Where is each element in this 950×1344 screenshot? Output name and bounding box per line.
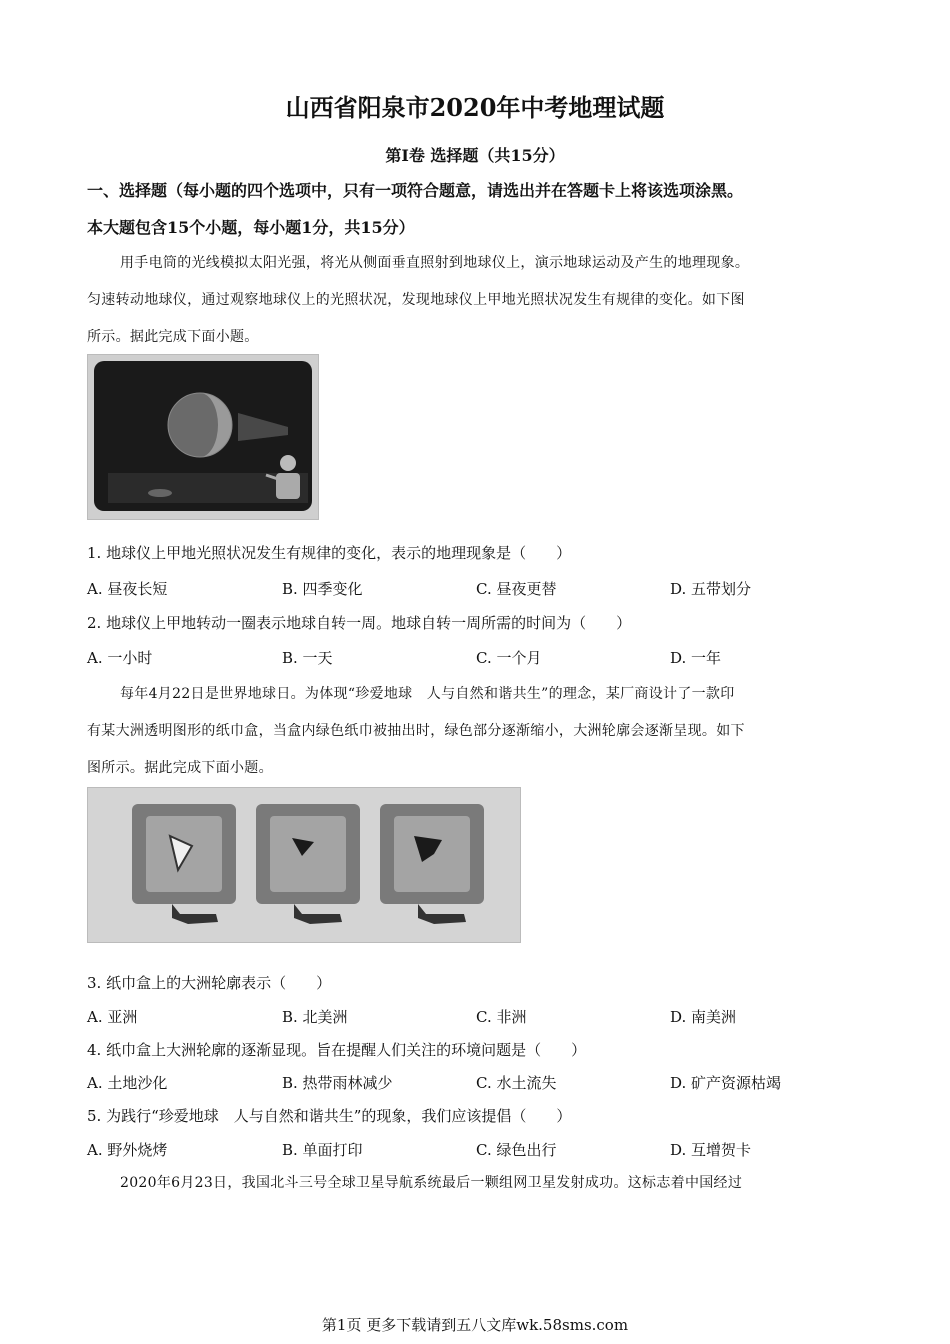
question-5-option-c: C. 绿色出行 — [476, 1141, 557, 1159]
question-3-option-a: A. 亚洲 — [87, 1008, 138, 1026]
passage3-line-1: 2020年6月23日，我国北斗三号全球卫星导航系统最后一颗组网卫星发射成功。这标志着中国经过 — [120, 1175, 743, 1191]
instructions-line-1: 一、选择题（每小题的四个选项中，只有一项符合题意，请选出并在答题卡上将该选项涂黑。 — [87, 181, 744, 200]
question-4-option-c: C. 水土流失 — [476, 1074, 557, 1092]
page-footer: 第1页 更多下载请到五八文库wk.58sms.com — [321, 1316, 629, 1334]
instructions-line-2: 本大题包含15个小题，每小题1分，共15分） — [87, 218, 415, 237]
passage2-line-3: 图所示。据此完成下面小题。 — [87, 760, 273, 776]
question-2-option-d: D. 一年 — [670, 649, 722, 667]
question-1-option-d: D. 五带划分 — [670, 580, 752, 598]
passage2-line-1: 每年4月22日是世界地球日。为体现“珍爱地球 人与自然和谐共生”的理念，某厂商设计了一款印 — [120, 686, 735, 702]
question-5-stem: 5. 为践行“珍爱地球 人与自然和谐共生”的现象，我们应该提倡（ ） — [87, 1107, 572, 1125]
question-4-option-a: A. 土地沙化 — [87, 1074, 168, 1092]
globe-flashlight-figure — [87, 354, 319, 520]
passage1-line-1: 用手电筒的光线模拟太阳光强，将光从侧面垂直照射到地球仪上，演示地球运动及产生的地理现象。 — [120, 255, 750, 271]
question-1-stem: 1. 地球仪上甲地光照状况发生有规律的变化，表示的地理现象是（ ） — [87, 544, 572, 562]
question-5-option-d: D. 互增贺卡 — [670, 1141, 752, 1159]
question-1-option-c: C. 昼夜更替 — [476, 580, 557, 598]
question-3-option-d: D. 南美洲 — [670, 1008, 737, 1026]
question-5-option-a: A. 野外烧烤 — [87, 1141, 168, 1159]
question-1-option-b: B. 四季变化 — [282, 580, 363, 598]
question-3-stem: 3. 纸巾盒上的大洲轮廓表示（ ） — [87, 974, 332, 992]
question-3-option-b: B. 北美洲 — [282, 1008, 348, 1026]
section-title: 第Ⅰ卷 选择题（共15分） — [385, 146, 565, 165]
tissue-box-figure — [87, 787, 521, 943]
question-2-option-c: C. 一个月 — [476, 649, 542, 667]
passage2-line-2: 有某大洲透明图形的纸巾盒，当盒内绿色纸巾被抽出时，绿色部分逐渐缩小，大洲轮廓会逐渐呈现。如下 — [87, 723, 745, 739]
question-4-option-d: D. 矿产资源枯竭 — [670, 1074, 782, 1092]
question-2-option-a: A. 一小时 — [87, 649, 153, 667]
question-3-option-c: C. 非洲 — [476, 1008, 527, 1026]
question-4-stem: 4. 纸巾盒上大洲轮廓的逐渐显现。旨在提醒人们关注的环境问题是（ ） — [87, 1041, 587, 1059]
question-2-stem: 2. 地球仪上甲地转动一圈表示地球自转一周。地球自转一周所需的时间为（ ） — [87, 614, 632, 632]
passage1-line-3: 所示。据此完成下面小题。 — [87, 329, 259, 345]
question-2-option-b: B. 一天 — [282, 649, 333, 667]
passage1-line-2: 匀速转动地球仪，通过观察地球仪上的光照状况，发现地球仪上甲地光照状况发生有规律的变化。如下图 — [87, 292, 745, 308]
question-5-option-b: B. 单面打印 — [282, 1141, 363, 1159]
question-1-option-a: A. 昼夜长短 — [87, 580, 168, 598]
page-title: 山西省阳泉市2020年中考地理试题 — [285, 93, 665, 122]
question-4-option-b: B. 热带雨林减少 — [282, 1074, 393, 1092]
